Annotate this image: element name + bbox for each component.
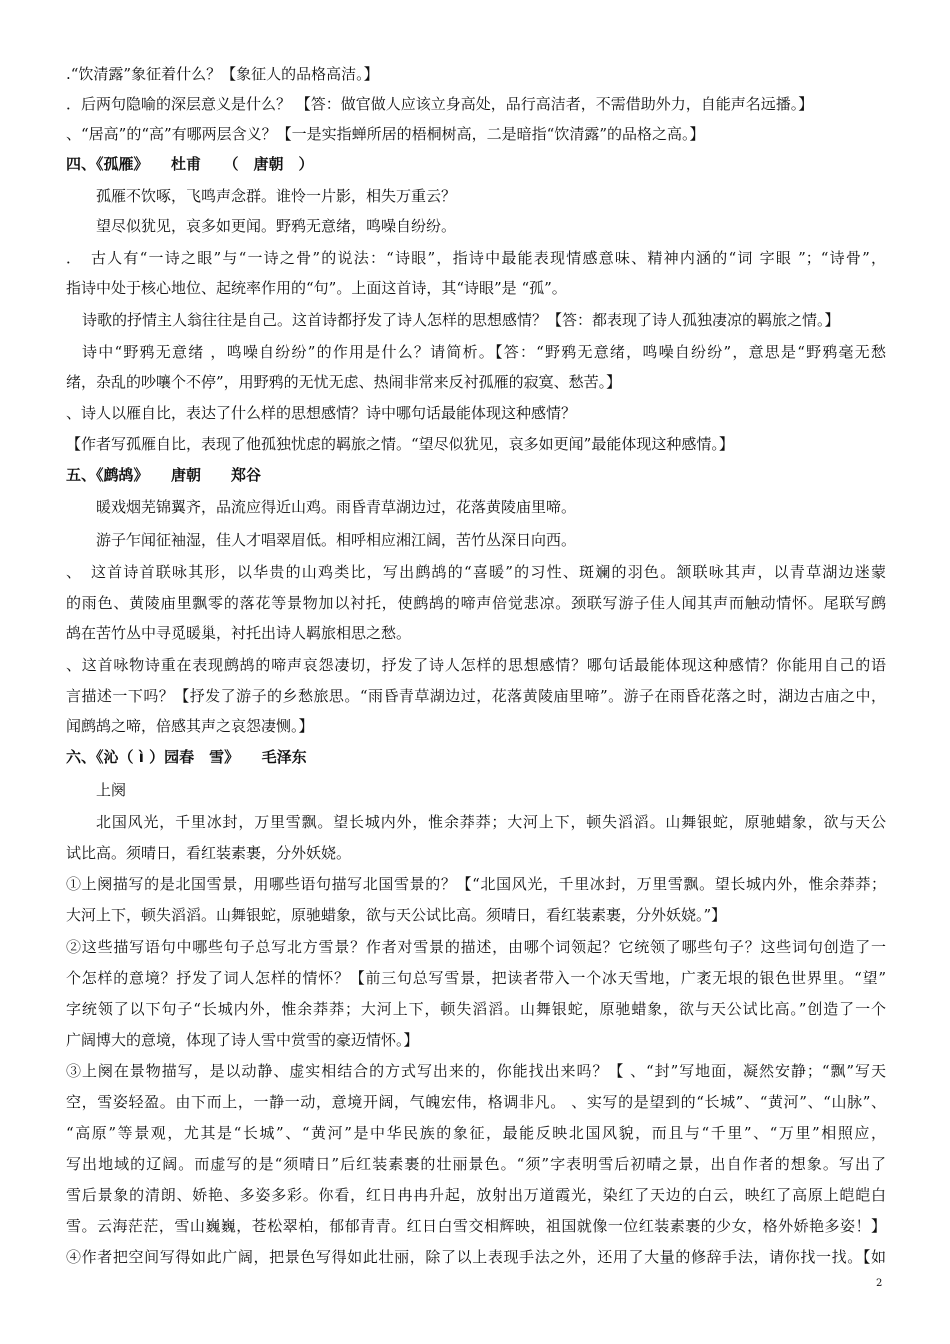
text-line: ①上阕描写的是北国雪景，用哪些语句描写北国雪景的？【“北国风光，千里冰封，万里雪飘。望长城内外，惟余莽莽；: [66, 875, 886, 893]
text-line: 雪后景象的清朗、娇艳、多姿多彩。你看，红日冉冉升起，放射出万道霞光，染红了天边的白云，映红了高原上皑皑白: [66, 1186, 886, 1204]
text-line: “高原”等景观，尤其是“长城”、“黄河”是中华民族的象征，最能反映北国风貌，而且与“千里”、“万里”相照应，: [66, 1124, 886, 1142]
section-heading: 五、《鹧鸪》 唐朝 郑谷: [66, 466, 262, 484]
text-line: 的雨色、黄陵庙里飘零的落花等景物加以衬托，使鹧鸪的啼声倍觉悲凉。颈联写游子佳人闻其声而触动情怀。尾联写鹧: [66, 594, 886, 612]
text-line: 、 这首诗首联咏其形，以华贵的山鸡类比，写出鹧鸪的“喜暖”的习性、斑斓的羽色。颔联咏其声，以青草湖边迷蒙: [66, 563, 886, 581]
text-line: 指诗中处于核心地位、起统率作用的“句”。上面这首诗，其“诗眼”是 “孤”。: [66, 279, 567, 297]
text-line: ． 古人有“一诗之眼”与“一诗之骨”的说法：“诗眼”，指诗中最能表现情感意味、精神内涵的“词 字眼 ”；“诗骨”，: [66, 249, 886, 267]
text-line: 个怎样的意境？抒发了词人怎样的情怀？【前三句总写雪景，把读者带入一个冰天雪地，广袤无垠的银色世界里。“望”: [66, 969, 886, 987]
poem-line: 暖戏烟芜锦翼齐，品流应得近山鸡。雨昏青草湖边过，花落黄陵庙里啼。: [96, 498, 577, 516]
section-heading: 四、《孤雁》 杜甫 （ 唐朝 ）: [66, 155, 314, 173]
text-line: 诗中“野鸦无意绪 ，鸣噪自纷纷”的作用是什么？请简析。【答：“野鸦无意绪，鸣噪自纷纷”，意思是“野鸦毫无愁: [82, 343, 886, 361]
text-line: 、诗人以雁自比，表达了什么样的思想感情？诗中哪句话最能体现这种感情？: [66, 404, 577, 422]
text-line: 绪，杂乱的吵嚷个不停”，用野鸦的无忧无虑、热闹非常来反衬孤雁的寂寞、愁苦。】: [66, 373, 622, 391]
text-line: 鸪在苦竹丛中寻觅暖巢，衬托出诗人羁旅相思之愁。: [66, 624, 412, 642]
text-line: 大河上下，顿失滔滔。山舞银蛇，原驰蜡象，欲与天公试比高。须晴日，看红装素裹，分外妖娆。”】: [66, 906, 727, 924]
text-line: 闻鹧鸪之啼，倍感其声之哀怨凄恻。】: [66, 717, 314, 735]
poem-line: 北国风光，千里冰封，万里雪飘。望长城内外，惟余莽莽；大河上下，顿失滔滔。山舞银蛇，原驰蜡象，欲与天公: [96, 813, 886, 831]
text-line: 字统领了以下句子“长城内外，惟余莽莽；大河上下，顿失滔滔。山舞银蛇，原驰蜡象，欲与天公试比高。”创造了一个: [66, 1000, 886, 1018]
text-line: 写出地域的辽阔。而虚写的是“须晴日”后红装素裹的壮丽景色。“须”字表明雪后初晴之景，出自作者的想象。写出了: [66, 1155, 886, 1173]
text-line: 、“居高”的“高”有哪两层含义？【一是实指蝉所居的梧桐树高，二是暗指“饮清露”的品格之高。】: [66, 125, 705, 143]
text-line: ．后两句隐喻的深层意义是什么？ 【答：做官做人应该立身高处，品行高洁者，不需借助外力，自能声名远播。】: [66, 95, 814, 113]
section-heading: 六、《沁（ ì ）园春 雪》 毛泽东: [66, 748, 307, 766]
page-number: 2: [876, 1278, 883, 1289]
poem-line: 望尽似犹见，哀多如更闻。野鸦无意绪，鸣噪自纷纷。: [96, 217, 457, 235]
poem-line: 孤雁不饮啄，飞鸣声念群。谁怜一片影，相失万重云？: [96, 187, 457, 205]
text-line: ④作者把空间写得如此广阔，把景色写得如此壮丽，除了以上表现手法之外，还用了大量的修辞手法，请你找一找。【如: [66, 1248, 886, 1266]
text-line: ③上阕在景物描写，是以动静、虚实相结合的方式写出来的，你能找出来吗？【 、“封”写地面，凝然安静；“飘”写天: [66, 1062, 886, 1080]
text-line: 空，雪姿轻盈。由下而上，一静一动，意境开阔，气魄宏伟，格调非凡。 、实写的是望到的“长城”、“黄河”、“山脉”、: [66, 1093, 886, 1111]
text-line: .“饮清露”象征着什么？【象征人的品格高洁。】: [66, 65, 379, 83]
text-line: 、这首咏物诗重在表现鹧鸪的啼声哀怨凄切，抒发了诗人怎样的思想感情？哪句话最能体现这种感情？你能用自己的语: [66, 656, 886, 674]
poem-section-label: 上阕: [96, 781, 127, 799]
text-line: 【作者写孤雁自比，表现了他孤独忧虑的羁旅之情。“望尽似犹见，哀多如更闻”最能体现这种感情。】: [66, 435, 734, 453]
poem-line: 试比高。须晴日，看红装素裹，分外妖娆。: [66, 844, 352, 862]
text-line: 广阔博大的意境，体现了诗人雪中赏雪的豪迈情怀。】: [66, 1031, 419, 1049]
text-line: 言描述一下吗？【抒发了游子的乡愁旅思。“雨昏青草湖边过，花落黄陵庙里啼”。游子在雨昏花落之时，湖边古庙之中，: [66, 687, 886, 705]
text-line: 诗歌的抒情主人翁往往是自己。这首诗都抒发了诗人怎样的思想感情？【答：都表现了诗人孤独凄凉的羁旅之情。】: [82, 311, 840, 329]
poem-line: 游子乍闻征袖湿，佳人才唱翠眉低。相呼相应湘江阔，苦竹丛深日向西。: [96, 531, 577, 549]
text-line: 雪。云海茫茫，雪山巍巍，苍松翠柏，郁郁青青。红日白雪交相辉映，祖国就像一位红装素裹的少女，格外娇艳多姿！】: [66, 1217, 886, 1235]
text-line: ②这些描写语句中哪些句子总写北方雪景？作者对雪景的描述，由哪个词领起？它统领了哪些句子？这些词句创造了一: [66, 938, 886, 956]
